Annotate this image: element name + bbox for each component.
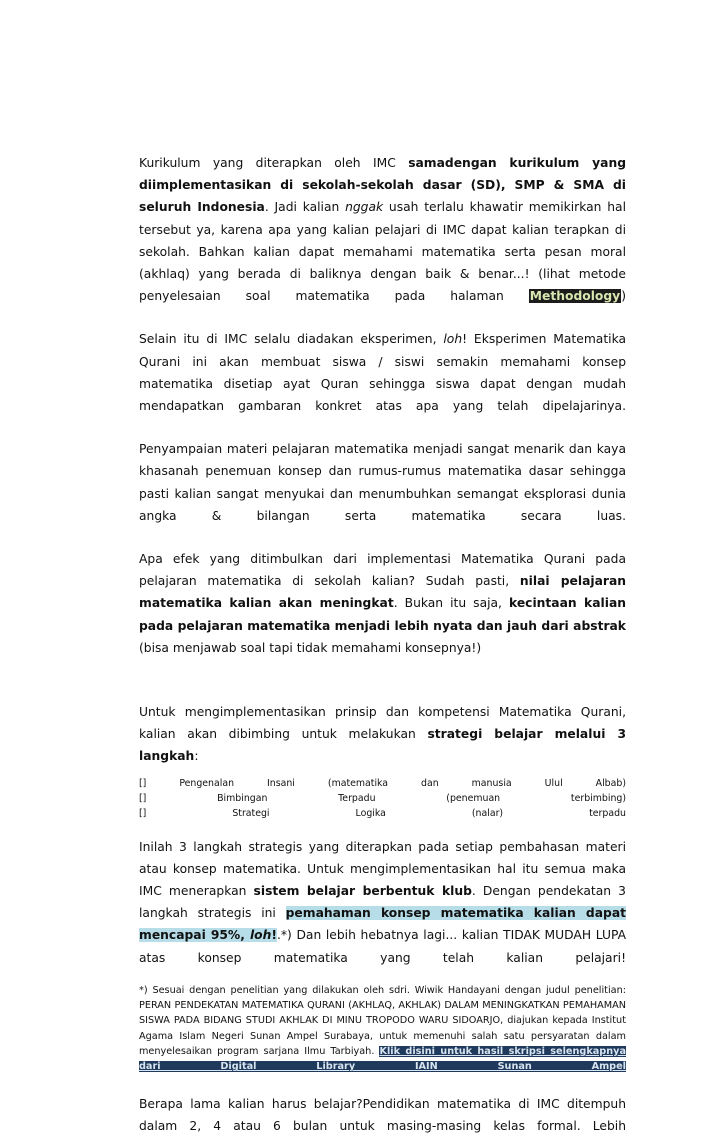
strategy-steps-list	[139, 776, 626, 821]
paragraph-duration	[139, 1093, 626, 1137]
text: Apa efek yang ditimbulkan dari implementasi Matematika Qurani pada pelajaran matematika di sekolah kalian? Sudah pasti,	[139, 552, 626, 589]
text: )	[621, 289, 626, 304]
list-word: (penemuan	[446, 792, 501, 804]
text: Untuk mengimplementasikan prinsip dan kompetensi Matematika Qurani, kalian akan dibimbing untuk melakukan	[139, 705, 626, 742]
list-word: terpadu	[589, 807, 626, 819]
document-body	[139, 152, 626, 1137]
text: . Bukan itu saja,	[393, 596, 509, 611]
text: Berapa lama kalian harus belajar?Pendidikan matematika di IMC ditempuh dalam 2, 4 atau 6 bulan untuk masing-masing kelas formal. Lebih	[139, 1096, 626, 1133]
paragraph-experiment	[139, 328, 626, 417]
text: Kurikulum yang diterapkan oleh IMC	[139, 156, 409, 170]
text: Penyampaian materi pelajaran matematika menjadi sangat menarik dan kaya khasanah penemuan konsep dan rumus-rumus matematika dasar sehingga pasti kalian sangat menyukai dan menumbuhkan semangat eksplorasi dunia angka & bilangan serta matematika secara luas.	[139, 442, 626, 523]
text: . Jadi kalian	[264, 200, 346, 215]
text: Selain itu di IMC selalu diadakan eksperimen,	[139, 332, 444, 347]
paragraph-delivery	[139, 438, 626, 527]
list-word: dan	[421, 777, 439, 789]
text: . Dengan pendekatan 3 langkah strategis ini	[139, 884, 626, 921]
bold-text: strategi belajar melalui 3 langkah	[139, 727, 626, 764]
italic-text: nggak	[345, 200, 384, 215]
paragraph-strategy	[139, 701, 626, 768]
italic-text: loh	[443, 332, 463, 347]
highlight-part: !	[271, 928, 277, 943]
text: (bisa menjawab soal tapi tidak memahami konsepnya!)	[139, 640, 482, 655]
highlight-italic: loh	[249, 928, 272, 943]
text: Inilah 3 langkah strategis yang diterapkan pada setiap pembahasan materi atau konsep matematika. Untuk mengimplementasikan hal itu semua maka IMC menerapkan	[139, 839, 626, 899]
list-item	[139, 791, 626, 806]
bullet-box: []	[139, 807, 147, 819]
paragraph-effect	[139, 548, 626, 659]
bold-text: samadengan kurikulum yang diimplementasikan di sekolah-sekolah dasar (SD), SMP & SMA di seluruh Indonesia	[139, 156, 626, 215]
list-item	[139, 806, 626, 821]
text: :	[194, 749, 199, 764]
list-word: (matematika	[327, 777, 389, 789]
list-word: Terpadu	[338, 792, 376, 804]
digital-library-link[interactable]: Klik disini untuk hasil skripsi selengkapnya dari Digital Library IAIN Sunan Ampel	[139, 1046, 626, 1073]
paragraph-curriculum	[139, 152, 626, 307]
text: ! Eksperimen Matematika Qurani ini akan membuat siswa / siswi semakin memahami konsep matematika disetiap ayat Quran sehingga siswa dapat dengan mudah mendapatkan gambaran konkret atas apa yang telah dipelajarinya.	[139, 332, 627, 414]
bullet-box: []	[139, 792, 147, 804]
list-word: Strategi	[232, 807, 270, 819]
list-word: manusia	[471, 777, 512, 789]
list-item	[139, 776, 626, 791]
bullet-box: []	[139, 777, 147, 789]
footnote-text: *) Sesuai dengan penelitian yang dilakukan oleh sdri. Wiwik Handayani dengan judul penelitian: PERAN PENDEKATAN MATEMATIKA QURANI (AKHLAQ, AKHLAK) DALAM MENINGKATKAN PEMAHAMAN SISWA PADA BIDANG STUDI AKHLAK DI MINU TROPODO WARU SIDOARJO, diajukan kepada Institut Agama Islam Negeri Sunan Ampel Surabaya, untuk memenuhi salah satu persyaratan dalam menyelesaikan program sarjana Ilmu Tarbiyah.	[139, 984, 626, 1058]
paragraph-club-system	[139, 836, 626, 969]
bold-text: sistem belajar berbentuk klub	[253, 884, 472, 899]
list-word: Ulul	[544, 777, 563, 789]
text: usah terlalu khawatir memikirkan hal tersebut ya, karena apa yang kalian pelajari di IMC dapat kalian terapkan di sekolah. Bahkan kalian dapat memahami matematika serta pesan moral (akhlaq) yang berada di baliknya dengan baik & benar...! (lihat metode penyelesaian soal matematika pada halaman	[139, 200, 626, 304]
methodology-link[interactable]: Methodology	[529, 289, 621, 304]
list-word: Logika	[355, 807, 386, 819]
list-word: terbimbing)	[570, 792, 626, 804]
list-word: Albab)	[595, 777, 626, 789]
list-word: (nalar)	[471, 807, 504, 819]
footnote	[139, 983, 626, 1075]
bold-text: kecintaan kalian pada pelajaran matematika menjadi lebih nyata dan jauh dari abstrak	[139, 596, 627, 633]
highlight-part: pemahaman konsep matematika kalian dapat mencapai 95%,	[139, 906, 626, 943]
list-word: Pengenalan	[179, 777, 235, 789]
text: .*) Dan lebih hebatnya lagi... kalian TIDAK MUDAH LUPA atas konsep matematika yang telah kalian pelajari!	[139, 928, 626, 965]
list-word: Bimbingan	[217, 792, 268, 804]
bold-text: nilai pelajaran matematika kalian akan meningkat	[139, 574, 626, 611]
list-word: Insani	[267, 777, 295, 789]
